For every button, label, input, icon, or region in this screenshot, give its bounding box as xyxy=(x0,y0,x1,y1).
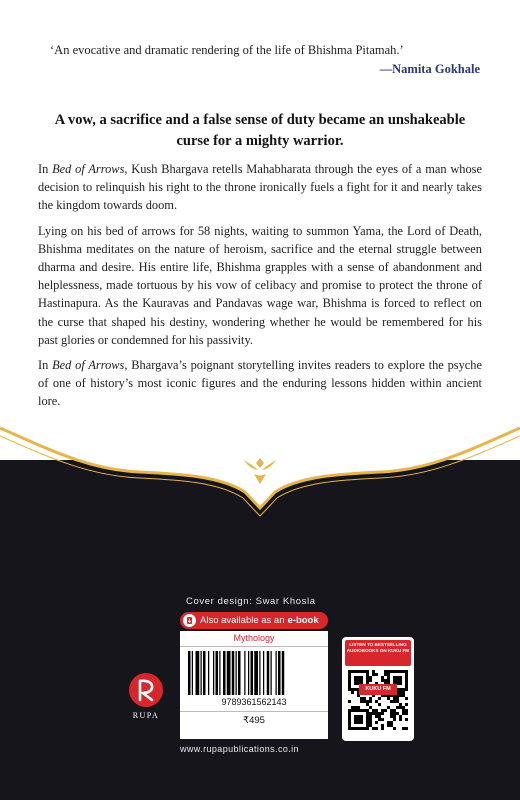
book-title-italic: Bed of Arrows xyxy=(52,358,125,373)
genre-label: Mythology xyxy=(180,631,328,647)
isbn-number: 9789361562143 xyxy=(221,697,287,707)
kuku-fm-qr-card xyxy=(342,637,414,741)
blurb-body xyxy=(38,160,482,418)
barcode-panel xyxy=(180,631,328,739)
rupa-logo-icon xyxy=(128,672,164,708)
quote-text: ‘An evocative and dramatic rendering of the life of Bhishma Pitamah.’ xyxy=(50,43,404,57)
cover-design-credit: Cover design: Swar Khosla xyxy=(186,596,316,607)
kuku-fm-label: KUKU FM xyxy=(359,684,397,695)
blurb-paragraph-2: Lying on his bed of arrows for 58 nights, waiting to summon Yama, the Lord of Death, Bhishma meditates on the nature of heroism, sacrifice and the eternal struggle between dharma and desire. His entire life, Bhishma grapples with a sense of abandonment and helplessness, made tortuous by his vow of celibacy and promise to protect the throne of Hastinapura. As the Kauravas and Pandavas wage war, Bhishma is forced to reflect on the curse that shaped his destiny, wondering whether he would be remembered for his past glories or condemned for his passivity. xyxy=(38,223,482,347)
publisher-name: RUPA xyxy=(132,711,160,720)
blurb-paragraph-1: In Bed of Arrows, Kush Bhargava retells Mahabharata through the eyes of a man whose decision to relinquish his right to the throne ironically fuels a fight for it and nearly takes the kingdom towards doom. xyxy=(38,162,482,213)
endorsement-quote xyxy=(50,42,480,78)
divider xyxy=(180,711,328,712)
quote-author: —Namita Gokhale xyxy=(379,62,480,76)
barcode-icon xyxy=(186,651,322,695)
ebook-icon xyxy=(183,614,196,627)
book-title-italic: Bed of Arrows xyxy=(52,162,125,176)
price: ₹495 xyxy=(243,715,265,726)
publisher-website: www.rupapublications.co.in xyxy=(180,744,299,754)
ebook-badge: Also available as an e-book xyxy=(180,612,328,629)
qr-heading: LISTEN TO BESTSELLING AUDIOBOOKS ON KUKU FM xyxy=(345,640,411,666)
blurb-paragraph-3: In Bed of Arrows, Bhargava’s poignant storytelling invites readers to explore the psyche of one of history’s most iconic figures and the enduring lessons hidden within ancient lore. xyxy=(38,358,482,409)
headline: A vow, a sacrifice and a false sense of duty became an unshakeable curse for a mighty warrior. xyxy=(54,112,466,149)
qr-code-icon xyxy=(348,670,408,730)
gold-ornament-icon xyxy=(240,454,280,486)
